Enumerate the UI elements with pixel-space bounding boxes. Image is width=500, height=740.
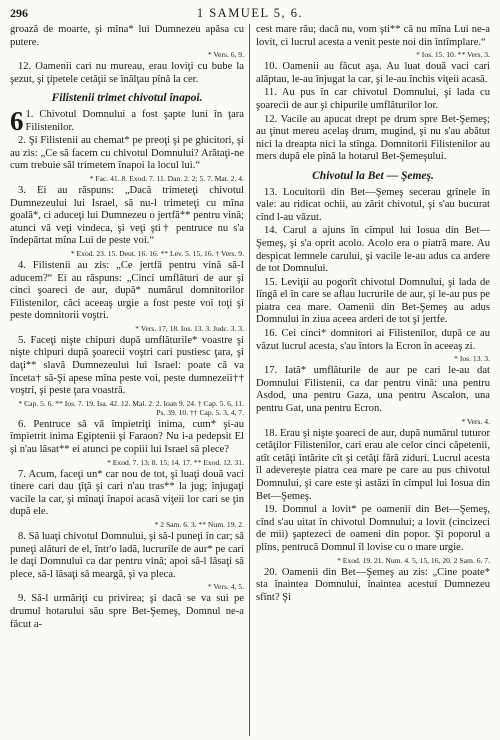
- cross-references: * Ios. 15. 10. ** Vers. 3.: [416, 50, 490, 60]
- chapter-number: 6: [10, 105, 24, 136]
- cross-references: * Cap. 5. 6. ** Ios. 7. 19. Isa. 42. 12. Mal. 2. 2. Ioan 9. 24. † Cap. 5. 6, 11. Ps. 39. 10. †† Cap. 5. 3, 4, 7.: [18, 398, 244, 417]
- section-heading: Filistenii trimet chivotul înapoi.: [51, 92, 203, 105]
- verse-14: 14. Carul a ajuns în cîmpul lui Iosua din Bet—Şemeş, şi s'a oprit acolo. Acolo era o piatră mare. Au despicat lemnele carului, şi vacile le-au adus ca ardere de tot Domnului.: [256, 225, 490, 275]
- verse-13: 13. Locuitorii din Bet—Şemeş secerau grînele în vale: au ridicat ochii, au zărit chivotul, şi s'au bucurat cînd l-au văzut.: [256, 186, 490, 223]
- verse-11: 11. Au pus în car chivotul Domnului, şi lada cu şoarecii de aur şi chipurile umflăturilor lor.: [256, 87, 490, 111]
- cross-references: * Vers. 4.: [461, 416, 490, 426]
- verse-1-text: 1. Chivotul Domnului a fost şapte luni în ţara Filistenilor.: [25, 108, 244, 133]
- column-divider: [249, 24, 250, 736]
- verse-16: 16. Cei cinci* domnitori ai Filistenilor, după ce au văzut lucrul acesta, s'au întors la Ecron în aceeaş zi.: [256, 328, 490, 352]
- page-number: 296: [10, 6, 28, 20]
- running-title: 1 SAMUEL 5, 6.: [196, 6, 304, 20]
- verse-12: 12. Vacile au apucat drept pe drum spre Bet-Şemeş; au ţinut mereu acelaş drum, mugind, şi nu s'au abătut nici la dreapta nici la stînga. Domnitorii Filistenilor au mers după ele pînă la hotarul Bet-Şemeşului.: [256, 113, 490, 163]
- verse-12: 12. Oamenii cari nu mureau, erau loviţi cu bube la şezut, şi ţipetele cetăţii se înălţau pînă la cer.: [10, 61, 244, 85]
- verse-10: 10. Oamenii au făcut aşa. Au luat două vaci cari alăptau, le-au înjugat la car, şi le-au închis viţeii acasă.: [256, 61, 490, 85]
- verse-19: 19. Domnul a lovit* pe oamenii din Bet—Şemeş, cînd s'au uitat în chivotul Domnului; a lovit (cincizeci de mii) şaptezeci de oameni din popor. Şi poporul a plîns, pentrucă Domnul îl lovise cu o mare urgie.: [256, 504, 490, 553]
- cross-references: * Vers. 4, 5.: [207, 582, 244, 592]
- verse-5: 5. Faceţi nişte chipuri după umflăturile* voastre şi nişte chipuri după şoarecii voştri cari pustiesc ţara, şi daţi** slavă Dumnezeului lui Israel: poate că va înceta† să-Şi apese mîna peste voi, peste dumnezeii†† voştri, şi peste ţara voastră.: [10, 334, 244, 397]
- verse-continuation: groază de moarte, şi mîna* lui Dumnezeu apăsa cu putere.: [10, 24, 244, 48]
- verse-8: 8. Să luaţi chivotul Domnului, şi să-l puneţi în car; să puneţi alături de el, într'o ladă, lucrurile de aur* pe cari le daţi Domnului ca dar pentru vină; apoi să-l lăsaţi să plece, să-l lăsaţi să meargă, şi va pleca.: [10, 531, 244, 580]
- cross-references: * Exod. 23. 15. Deut. 16. 16. ** Lev. 5. 15, 16. † Vers. 9.: [70, 248, 244, 258]
- verse-6: 6. Pentruce să vă împietriţi inima, cum* şi-au împietrit inima Egiptenii şi Faraon? Nu i-a pedepsit El şi n'au lăsat** ei atunci pe copiii lui Israel să plece?: [10, 418, 244, 456]
- page-header: [10, 6, 490, 24]
- cross-references: * Exod. 19. 21. Num. 4. 5, 15, 16, 20. 2 Sam. 6. 7.: [337, 555, 490, 565]
- verse-3: 3. Ei au răspuns: „Dacă trimeteţi chivotul Dumnezeului lui Israel, să nu-l trimeteţi cu mîna goală*, ci aduceţi lui Dumnezeu o jertfă** pentru vină; atunci vă veţi vindeca, şi veţi şti† pentruce nu s'a îndepărtat mîna Lui de peste voi.“: [10, 184, 244, 247]
- cross-references: * Exod. 7. 13; 8. 15; 14. 17. ** Exod. 12. 31.: [107, 457, 244, 467]
- verse-1: [10, 105, 244, 136]
- verse-4: 4. Filistenii au zis: „Ce jertfă pentru vină să-I aducem?“ Ei au răspuns: „Cinci umflături de aur şi cinci şoareci de aur, după* numărul domnitorilor Filistenilor, căci aceeaş urgie a fost peste voi toţi şi peste domnitorii voştri.: [10, 259, 244, 322]
- cross-references: * Ios. 13. 3.: [454, 354, 490, 364]
- verse-continuation: cest mare rău; dacă nu, vom şti** că nu mîna Lui ne-a lovit, ci lucrul acesta a venit peste noi din întîmplare.“: [256, 24, 490, 48]
- cross-references: * Vers. 17, 18. Ios. 13. 3. Judc. 3. 3.: [135, 323, 244, 333]
- right-column: [256, 24, 490, 736]
- verse-7: 7. Acum, faceţi un* car nou de tot, şi luaţi două vaci tinere cari dau ţîţă şi cari n'au tras** la jug; înjugaţi vacile la car, şi mînaţi înapoi acasă viţeii lor cari se ţin după ele.: [10, 468, 244, 518]
- verse-17: 17. Iată* umflăturile de aur pe cari le-au dat Domnului Filistenii, ca dar pentru vină: una pentru Asdod, una pentru Gaza, una pentru Ascalon, una pentru Gat, una pentru Ecron.: [256, 365, 490, 415]
- verse-9: 9. Să-l urmăriţi cu privirea; şi dacă se va sui pe drumul hotarului său spre Bet-Şemeş, Domnul ne-a făcut a-: [10, 593, 244, 630]
- verse-15: 15. Leviţii au pogorît chivotul Domnului, şi lada de lîngă el în care se aflau lucrurile de aur, şi le-au pus pe piatra cea mare. Oamenii din Bet-Şemeş au adus Domnului în ziua aceea arderi de tot şi jertfe.: [256, 276, 490, 326]
- cross-references: * Vers. 6, 9.: [207, 50, 244, 60]
- left-column: [10, 24, 244, 736]
- verse-2: 2. Şi Filistenii au chemat* pe preoţi şi pe ghicitori, şi au zis: „Ce să facem cu chivotul Domnului? Arătaţi-ne cum trebuie săl trimetem înapoi la locul lui.“: [10, 135, 244, 172]
- cross-references: * Fac. 41. 8. Exod. 7. 11. Dan. 2. 2; 5. 7. Mat. 2. 4.: [89, 173, 244, 183]
- cross-references: * 2 Sam. 6. 3. ** Num. 19. 2.: [154, 520, 244, 529]
- section-heading: Chivotul la Bet — Şemeş.: [312, 169, 434, 182]
- verse-20: 20. Oamenii din Bet—Şemeş au zis: „Cine poate* sta înaintea Domnului, înaintea acestui Dumnezeu sfînt? Şi: [256, 566, 490, 603]
- verse-18: 18. Erau şi nişte şoareci de aur, după numărul tuturor cetăţilor Filistenilor, cari erau ale celor cinci căpetenii, atît cetăţi întărite cît şi cetăţi fără ziduri. Lucrul acesta îl adevereşte piatra cea mare pe care au pus chivotul Domnului, şi care este şi astăzi în cîmpul lui Iosua din Bet—Şemeş.: [256, 427, 490, 502]
